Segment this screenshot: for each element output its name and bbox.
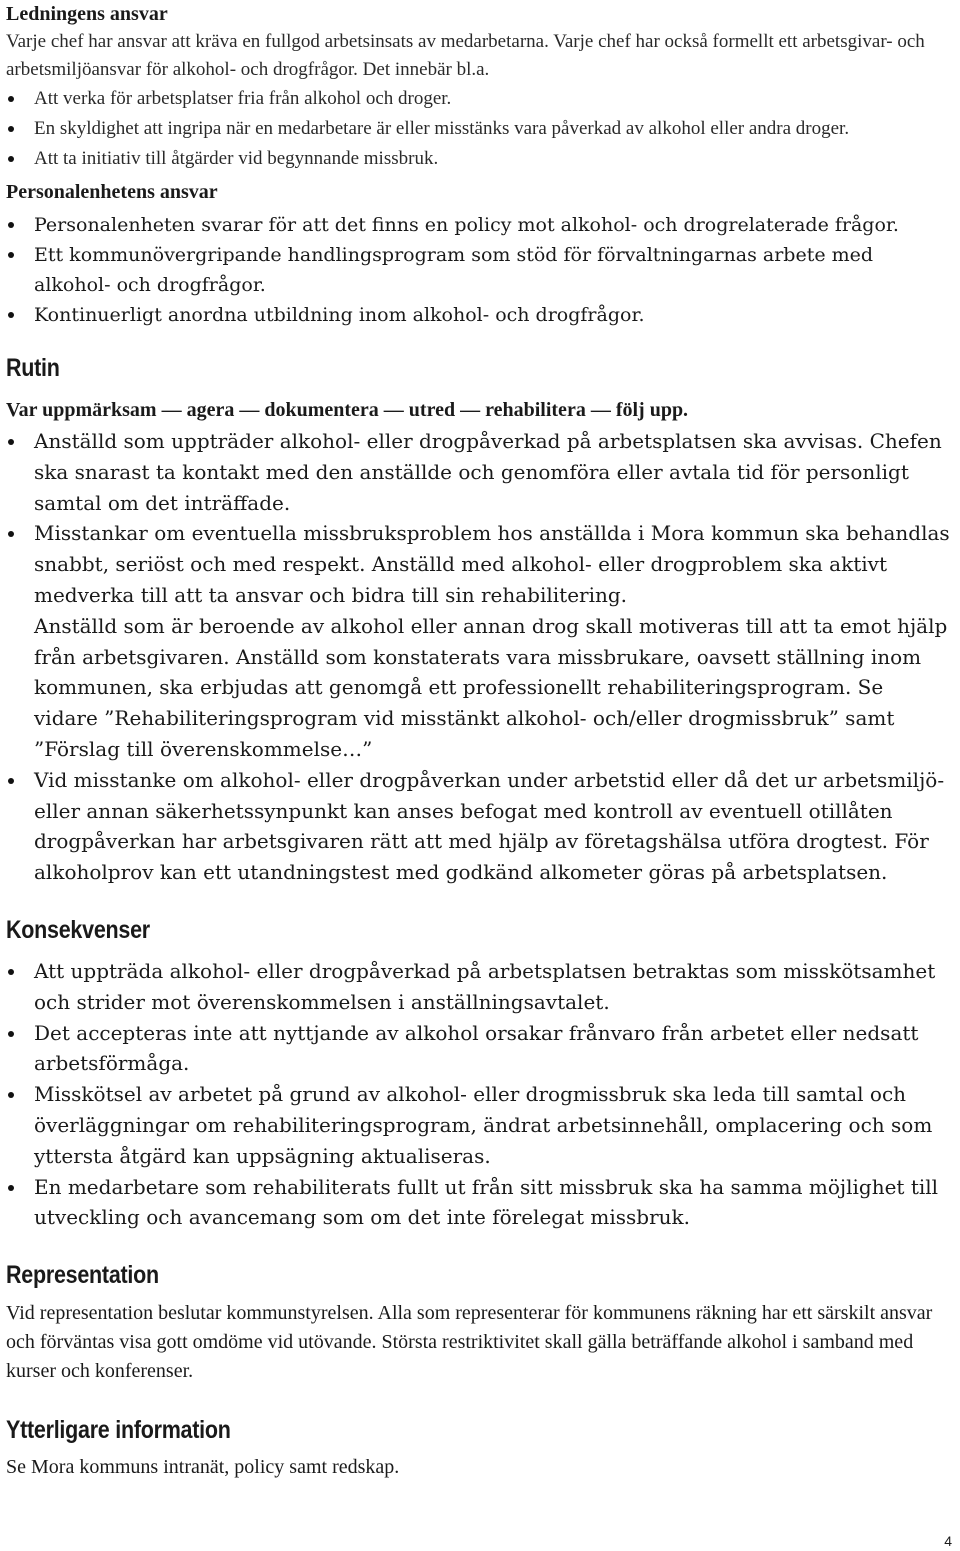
representation-text: Vid representation beslutar kommunstyrelsen. Alla som representerar för kommunens räkning har ett särskilt ansvar och förväntas visa gott omdöme vid utövande. Största restriktivitet skall gälla beträffande alkohol i samband med kurser och konferenser. — [6, 1302, 933, 1383]
list-item: En medarbetare som rehabiliterats fullt ut från sitt missbruk ska ha samma möjlighet till utveckling och avancemang som om det inte förelegat missbruk. — [6, 1172, 952, 1234]
list-item-text: Misstankar om eventuella missbruksproblem hos anställda i Mora kommun ska behandlas snabbt, seriöst och med respekt. Anställd med alkohol- eller drogproblem ska aktivt medverka till att ta ansvar och bidra till sin rehabilitering. — [34, 521, 950, 607]
ytterligare-text: Se Mora kommuns intranät, policy samt redskap. — [6, 1456, 400, 1479]
list-item — [6, 518, 952, 764]
list-item: Att verka för arbetsplatser fria från alkohol och droger. — [6, 84, 952, 114]
list-item-continuation: Anställd som är beroende av alkohol eller annan drog skall motiveras till att ta emot hjälp från arbetsgivaren. Anställd som konstaterats vara missbrukare, oavsett ställning inom kommunen, ska erbjudas att genomgå ett professionellt rehabiliteringsprogram. Se vidare ”Rehabiliteringsprogram vid misstänkt alkohol- och/eller drogmissbruk” samt ”Förslag till överenskommelse…” — [34, 613, 948, 761]
section-heading-rutin: Rutin — [6, 354, 60, 382]
list-item: Misskötsel av arbetet på grund av alkohol- eller drogmissbruk ska leda till samtal och överläggningar om rehabiliteringsprogram, ändrat arbetsinnehåll, omplacering och som yttersta åtgärd kan uppsägning aktualiseras. — [6, 1079, 952, 1171]
section-heading-representation: Representation — [6, 1261, 159, 1290]
rutin-subheading: Var uppmärksam — agera — dokumentera — utred — rehabilitera — följ upp. — [6, 399, 689, 421]
list-item: Vid misstanke om alkohol- eller drogpåverkan under arbetstid eller då det ur arbetsmiljö- eller annan säkerhetssynpunkt kan anses befogat med kontroll av eventuell otillåten drogpåverkan har arbetsgivaren rätt att med hjälp av företagshälsa utföra drogtest. För alkoholprov kan ett utandningstest med godkänd alkometer göras på arbetsplatsen. — [6, 765, 952, 888]
list-item: Kontinuerligt anordna utbildning inom alkohol- och drogfrågor. — [6, 300, 952, 330]
list-item: Att ta initiativ till åtgärder vid begynnande missbruk. — [6, 144, 952, 174]
list-item: Ett kommunövergripande handlingsprogram som stöd för förvaltningarnas arbete med alkohol- och drogfrågor. — [6, 240, 952, 300]
page-number: 4 — [944, 1533, 952, 1549]
section-heading-konsekvenser: Konsekvenser — [6, 915, 150, 944]
section-heading-ledningens-ansvar: Ledningens ansvar — [6, 3, 168, 25]
rutin-bullet-list — [6, 426, 952, 888]
list-item: Personalenheten svarar för att det finns en policy mot alkohol- och drogrelaterade frågor. — [6, 210, 952, 240]
document-page — [6, 0, 952, 1483]
list-item: Det accepteras inte att nyttjande av alkohol orsakar frånvaro från arbetet eller nedsatt arbetsförmåga. — [6, 1018, 952, 1080]
list-item: Anställd som uppträder alkohol- eller drogpåverkad på arbetsplatsen ska avvisas. Chefen ska snarast ta kontakt med den anställde och genomföra eller avtala tid för personligt samtal om det inträffade. — [6, 426, 952, 518]
section-heading-personalenhetens-ansvar: Personalenhetens ansvar — [6, 181, 218, 203]
konsekvenser-bullet-list — [6, 956, 952, 1233]
list-item: Att uppträda alkohol- eller drogpåverkad på arbetsplatsen betraktas som misskötsamhet och strider mot överenskommelsen i anställningsavtalet. — [6, 956, 952, 1018]
section-heading-ytterligare-information: Ytterligare information — [6, 1416, 231, 1445]
list-item: En skyldighet att ingripa när en medarbetare är eller misstänks vara påverkad av alkohol eller andra droger. — [6, 114, 952, 144]
ledningen-bullet-list — [6, 84, 952, 174]
personalenheten-bullet-list — [6, 210, 952, 330]
ledningen-intro: Varje chef har ansvar att kräva en fullgod arbetsinsats av medarbetarna. Varje chef har också formellt ett arbetsgivar- och arbetsmiljöansvar för alkohol- och drogfrågor. Det innebär bl.a. — [6, 31, 925, 80]
